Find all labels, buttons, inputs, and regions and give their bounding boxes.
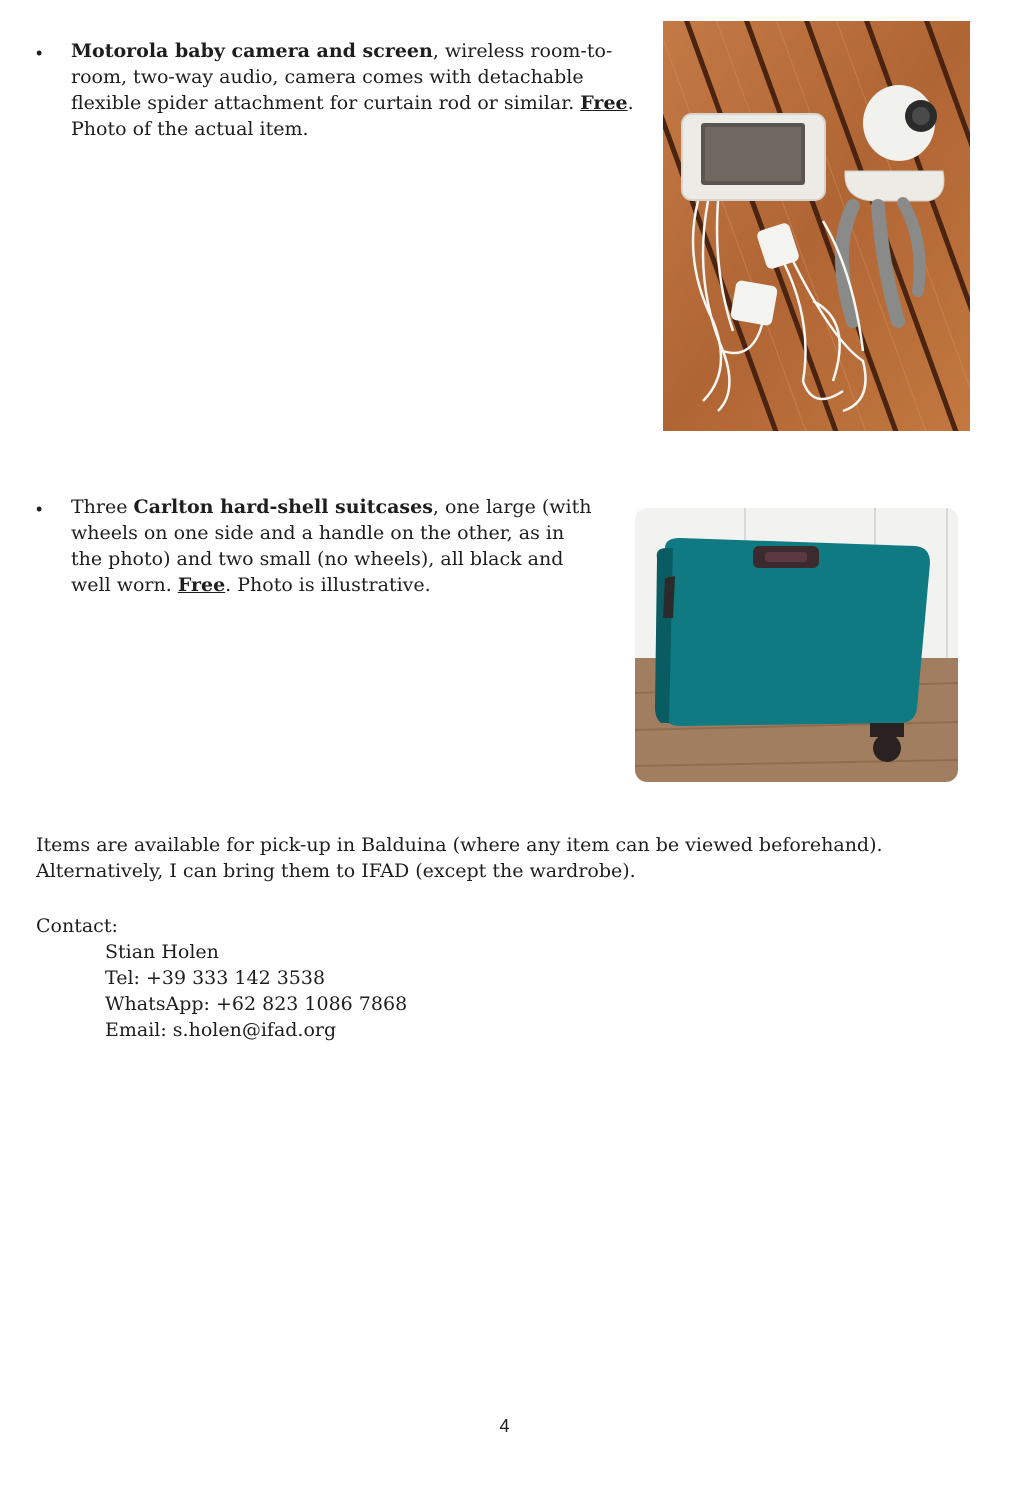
contact-whatsapp: WhatsApp: +62 823 1086 7868 bbox=[105, 993, 408, 1015]
contact-section bbox=[36, 913, 407, 1043]
item-description bbox=[71, 38, 651, 142]
bullet: • bbox=[36, 499, 43, 519]
pickup-alternative-line: Alternatively, I can bring them to IFAD (except the wardrobe). bbox=[36, 860, 636, 882]
contact-phone: Tel: +39 333 142 3538 bbox=[105, 967, 326, 989]
item-note: . Photo of the actual item. bbox=[71, 92, 634, 140]
item-title: Motorola baby camera and screen bbox=[71, 40, 433, 62]
pickup-line: Items are available for pick-up in Balduina (where any item can be viewed beforehand). bbox=[36, 834, 883, 856]
item-details: , one large (with wheels on one side and a handle on the other, as in the photo) and two small (no wheels), all black and well worn. bbox=[71, 496, 592, 596]
contact-email: Email: s.holen@ifad.org bbox=[105, 1019, 337, 1041]
page-number: 4 bbox=[499, 1416, 510, 1436]
item-intro: Three bbox=[71, 496, 134, 518]
contact-name: Stian Holen bbox=[105, 941, 219, 963]
suitcase-photo bbox=[635, 508, 958, 782]
price-free: Free bbox=[177, 574, 226, 596]
item-note: . Photo is illustrative. bbox=[225, 574, 431, 596]
baby-monitor-image bbox=[663, 21, 970, 431]
baby-monitor-photo bbox=[663, 21, 970, 431]
pickup-info bbox=[36, 832, 936, 884]
contact-heading: Contact: bbox=[36, 915, 118, 937]
item-description bbox=[71, 494, 601, 598]
price-free: Free bbox=[580, 92, 628, 114]
suitcase-image bbox=[635, 508, 958, 782]
contact-details bbox=[105, 939, 407, 1043]
item-title: Carlton hard-shell suitcases bbox=[133, 496, 433, 518]
item-details: , wireless room-to-room, two-way audio, camera comes with detachable flexible spider attachment for curtain rod or similar. bbox=[71, 40, 613, 114]
bullet: • bbox=[36, 43, 43, 63]
